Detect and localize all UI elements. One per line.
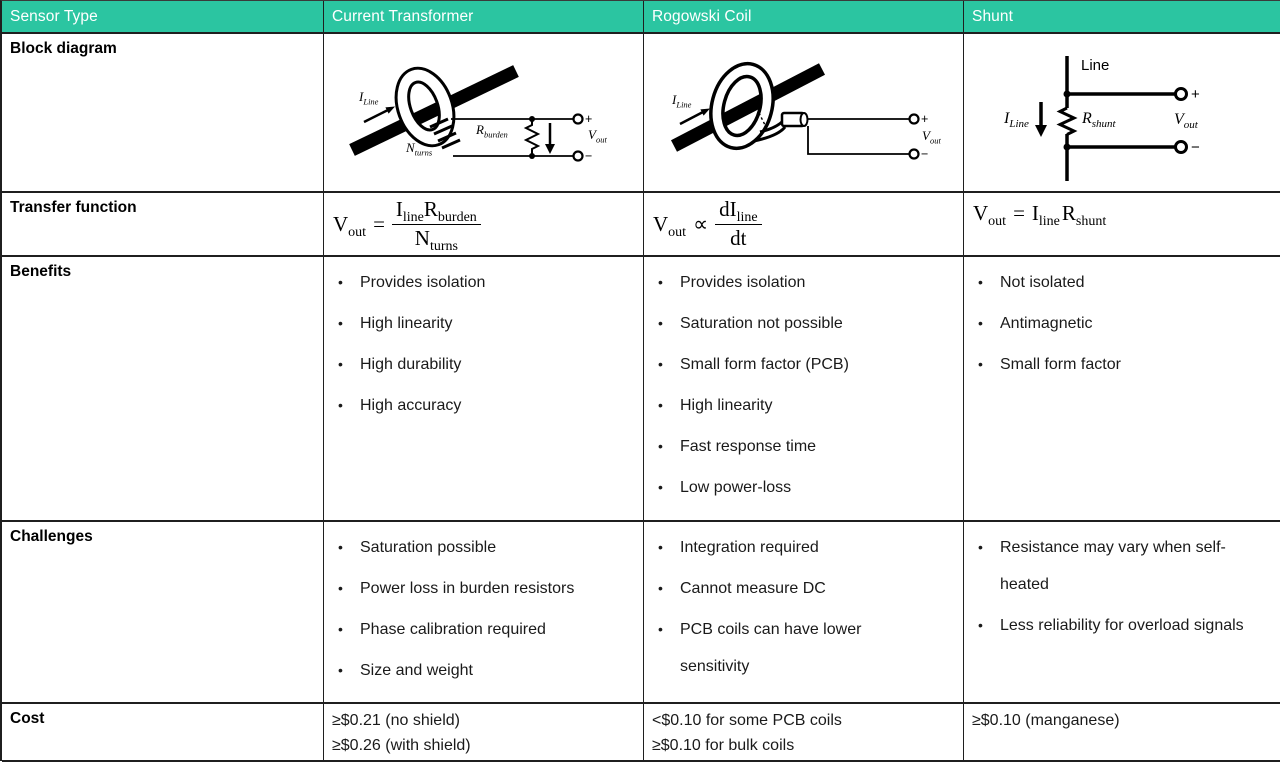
cell-diagram-current-transformer xyxy=(324,34,644,193)
bullet-icon: • xyxy=(978,315,983,331)
bullet-icon: • xyxy=(338,356,343,372)
ct-arrowhead xyxy=(545,144,555,154)
fraction: $\frac{I_{line}R_{burden}}{N_{turns}}$ xyxy=(392,197,481,251)
cell-diagram-rogowski xyxy=(644,34,964,193)
cell-cost-rogowski xyxy=(644,704,964,762)
list-item: • Power loss in burden resistors xyxy=(338,570,635,607)
ct-minus-sign: − xyxy=(585,149,593,163)
list-item: • Fast response time xyxy=(658,428,955,465)
header-label: Rogowski Coil xyxy=(652,7,752,25)
list-item: • Saturation not possible xyxy=(658,305,955,342)
cell-challenges-ct xyxy=(324,522,644,704)
row-label-block-diagram: Block diagram xyxy=(2,34,324,193)
shunt-rshunt-label: $R_{shunt}$ xyxy=(1082,110,1116,131)
list-item: • Provides isolation xyxy=(338,264,635,301)
ct-circuit-drawing xyxy=(324,34,642,191)
bullet-icon: • xyxy=(658,397,663,413)
rogowski-vout-label: $V_{out}$ xyxy=(922,128,941,146)
list-item: • Integration required xyxy=(658,529,955,566)
bullet-icon: • xyxy=(338,662,343,678)
bullet-icon: • xyxy=(658,315,663,331)
shunt-resistor xyxy=(1060,108,1074,135)
cell-benefits-rogowski xyxy=(644,257,964,522)
cell-transfer-shunt xyxy=(964,193,1280,257)
rogowski-minus-sign: − xyxy=(921,147,929,161)
bullet-icon: • xyxy=(658,621,663,637)
list-item: • High durability xyxy=(338,346,635,383)
list-item: • Size and weight xyxy=(338,652,635,689)
ct-iline-arrow xyxy=(364,110,388,122)
rogowski-bottom-wire xyxy=(808,126,910,154)
rogowski-iline-label: $I_{Line}$ xyxy=(672,92,692,110)
row-label-cost: Cost xyxy=(2,704,324,762)
ct-nturns-label: $N_{turns}$ xyxy=(406,140,433,158)
list-item: • Not isolated xyxy=(978,264,1273,301)
header-shunt xyxy=(964,1,1280,34)
list-item: • Low power-loss xyxy=(658,469,955,506)
cost-line: ≥$0.10 for bulk coils xyxy=(652,736,795,754)
bullet-icon: • xyxy=(978,617,983,633)
ct-plus-terminal xyxy=(574,115,583,124)
ct-junction-dot xyxy=(529,116,535,122)
cell-benefits-shunt xyxy=(964,257,1280,522)
rogowski-connector-end xyxy=(801,113,808,126)
ct-iline-label: $I_{Line}$ xyxy=(359,89,379,107)
cell-challenges-rogowski xyxy=(644,522,964,704)
bullet-icon: • xyxy=(658,539,663,555)
bullet-icon: • xyxy=(658,274,663,290)
bullet-icon: • xyxy=(338,274,343,290)
shunt-block-diagram xyxy=(964,34,1280,191)
cell-benefits-ct xyxy=(324,257,644,522)
ct-junction-dot xyxy=(529,153,535,159)
bullet-icon: • xyxy=(338,621,343,637)
shunt-plus-terminal xyxy=(1176,89,1187,100)
bullet-icon: • xyxy=(338,580,343,596)
ct-plus-sign: + xyxy=(585,112,593,126)
shunt-vout-label: $V_{out}$ xyxy=(1174,111,1198,132)
cell-diagram-shunt xyxy=(964,34,1280,193)
list-item: • PCB coils can have lower sensitivity xyxy=(658,611,955,685)
cost-line: <$0.10 for some PCB coils xyxy=(652,712,842,729)
rogowski-plus-terminal xyxy=(910,115,919,124)
list-item: • Antimagnetic xyxy=(978,305,1273,342)
rogowski-block-diagram xyxy=(644,34,963,191)
list-item: • Less reliability for overload signals xyxy=(978,607,1273,644)
cell-challenges-shunt xyxy=(964,522,1280,704)
header-label: Current Transformer xyxy=(332,7,474,25)
cost-line: ≥$0.21 (no shield) xyxy=(332,712,460,729)
shunt-minus-sign: − xyxy=(1191,139,1200,156)
bullet-icon: • xyxy=(658,438,663,454)
rogowski-circuit-drawing xyxy=(644,34,962,191)
bullet-icon: • xyxy=(658,356,663,372)
shunt-iline-label: $I_{Line}$ xyxy=(1004,110,1029,131)
ct-toroid-core xyxy=(396,68,454,145)
cell-cost-shunt xyxy=(964,704,1280,762)
list-item: • High accuracy xyxy=(338,387,635,424)
rogowski-arrowhead xyxy=(700,109,710,116)
cell-transfer-ct xyxy=(324,193,644,257)
shunt-junction-dot xyxy=(1064,144,1071,151)
rogowski-iline-arrow xyxy=(680,112,703,124)
list-item: • Resistance may vary when self-heated xyxy=(978,529,1273,603)
ct-burden-resistor xyxy=(526,119,538,156)
fraction: $\frac{dI_{line}}{dt}$ xyxy=(715,197,762,251)
ct-block-diagram xyxy=(324,34,643,191)
header-label: Sensor Type xyxy=(10,7,98,25)
list-item: • Cannot measure DC xyxy=(658,570,955,607)
shunt-junction-dot xyxy=(1064,91,1071,98)
list-item: • Small form factor (PCB) xyxy=(658,346,955,383)
cost-line: ≥$0.10 (manganese) xyxy=(972,712,1120,729)
header-label: Shunt xyxy=(972,7,1014,25)
ct-transfer-equation: $V_{out}$ = $\frac{I_{line}R_{burden}}{N_{turns}}$ xyxy=(333,197,481,251)
shunt-minus-terminal xyxy=(1176,142,1187,153)
list-item: • Saturation possible xyxy=(338,529,635,566)
bullet-icon: • xyxy=(978,274,983,290)
bullet-icon: • xyxy=(978,356,983,372)
rogowski-transfer-equation: $V_{out}$ ∝ $\frac{dI_{line}}{dt}$ xyxy=(653,197,762,251)
list-item: • High linearity xyxy=(658,387,955,424)
list-item: • High linearity xyxy=(338,305,635,342)
cell-transfer-rogowski xyxy=(644,193,964,257)
bullet-icon: • xyxy=(338,315,343,331)
bullet-icon: • xyxy=(338,397,343,413)
list-item: • Small form factor xyxy=(978,346,1273,383)
bullet-icon: • xyxy=(658,580,663,596)
header-rogowski-coil xyxy=(644,1,964,34)
shunt-transfer-equation: $V_{out}$ = $I_{line}$ $R_{shunt}$ xyxy=(973,201,1107,230)
ct-arrowhead xyxy=(385,107,395,114)
cost-line: ≥$0.26 (with shield) xyxy=(332,736,471,754)
ct-vout-label: $V_{out}$ xyxy=(588,127,607,145)
row-label-transfer-function: Transfer function xyxy=(2,193,324,257)
row-label-challenges: Challenges xyxy=(2,522,324,704)
bullet-icon: • xyxy=(658,479,663,495)
shunt-line-label: Line xyxy=(1081,57,1110,74)
ct-minus-terminal xyxy=(574,152,583,161)
row-label-benefits: Benefits xyxy=(2,257,324,522)
header-current-transformer xyxy=(324,1,644,34)
cell-cost-ct xyxy=(324,704,644,762)
header-sensor-type xyxy=(2,1,324,34)
rogowski-minus-terminal xyxy=(910,150,919,159)
rogowski-plus-sign: + xyxy=(921,112,929,126)
shunt-arrowhead xyxy=(1035,125,1047,137)
bullet-icon: • xyxy=(338,539,343,555)
list-item: • Provides isolation xyxy=(658,264,955,301)
shunt-plus-sign: + xyxy=(1191,86,1200,103)
ct-rburden-label: $R_{burden}$ xyxy=(476,122,508,140)
bullet-icon: • xyxy=(978,539,983,555)
list-item: • Phase calibration required xyxy=(338,611,635,648)
